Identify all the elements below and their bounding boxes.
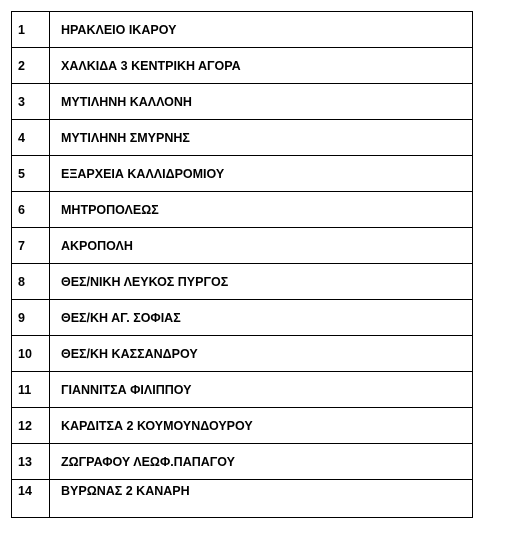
- row-number: 14: [12, 480, 50, 518]
- row-number: 6: [12, 192, 50, 228]
- table-row: [12, 372, 473, 408]
- locations-table: [11, 11, 473, 518]
- row-number: 10: [12, 336, 50, 372]
- row-location-name: ΘΕΣ/ΝΙΚΗ ΛΕΥΚΟΣ ΠΥΡΓΟΣ: [50, 264, 473, 300]
- table-row: [12, 444, 473, 480]
- table-row: [12, 228, 473, 264]
- table-row: [12, 156, 473, 192]
- row-location-name: ΗΡΑΚΛΕΙΟ ΙΚΑΡΟΥ: [50, 12, 473, 48]
- row-number: 3: [12, 84, 50, 120]
- row-number: 7: [12, 228, 50, 264]
- row-number: 9: [12, 300, 50, 336]
- row-location-name: ΧΑΛΚΙΔΑ 3 ΚΕΝΤΡΙΚΗ ΑΓΟΡΑ: [50, 48, 473, 84]
- table-row: [12, 408, 473, 444]
- row-location-name: ΘΕΣ/ΚΗ ΚΑΣΣΑΝΔΡΟΥ: [50, 336, 473, 372]
- table-row: [12, 264, 473, 300]
- row-number: 12: [12, 408, 50, 444]
- row-location-name: ΕΞΑΡΧΕΙΑ ΚΑΛΛΙΔΡΟΜΙΟΥ: [50, 156, 473, 192]
- row-location-name: ΜΥΤΙΛΗΝΗ ΣΜΥΡΝΗΣ: [50, 120, 473, 156]
- table-row: [12, 84, 473, 120]
- page-top-edge: [0, 0, 510, 3]
- table-row: [12, 300, 473, 336]
- row-number: 2: [12, 48, 50, 84]
- table-row: [12, 12, 473, 48]
- table-row: [12, 192, 473, 228]
- row-location-name: ΜΥΤΙΛΗΝΗ ΚΑΛΛΟΝΗ: [50, 84, 473, 120]
- row-location-name: ΓΙΑΝΝΙΤΣΑ ΦΙΛΙΠΠΟΥ: [50, 372, 473, 408]
- row-location-name: ΚΑΡΔΙΤΣΑ 2 ΚΟΥΜΟΥΝΔΟΥΡΟΥ: [50, 408, 473, 444]
- row-number: 4: [12, 120, 50, 156]
- row-location-name: ΑΚΡΟΠΟΛΗ: [50, 228, 473, 264]
- row-location-name: ΖΩΓΡΑΦΟΥ ΛΕΩΦ.ΠΑΠΑΓΟΥ: [50, 444, 473, 480]
- row-number: 13: [12, 444, 50, 480]
- table-row: [12, 480, 473, 518]
- table-row: [12, 120, 473, 156]
- table-row: [12, 48, 473, 84]
- row-number: 1: [12, 12, 50, 48]
- table-row: [12, 336, 473, 372]
- row-number: 8: [12, 264, 50, 300]
- row-number: 5: [12, 156, 50, 192]
- row-location-name: ΘΕΣ/ΚΗ ΑΓ. ΣΟΦΙΑΣ: [50, 300, 473, 336]
- row-location-name: ΜΗΤΡΟΠΟΛΕΩΣ: [50, 192, 473, 228]
- row-location-name: ΒΥΡΩΝΑΣ 2 ΚΑΝΑΡΗ: [50, 480, 473, 518]
- row-number: 11: [12, 372, 50, 408]
